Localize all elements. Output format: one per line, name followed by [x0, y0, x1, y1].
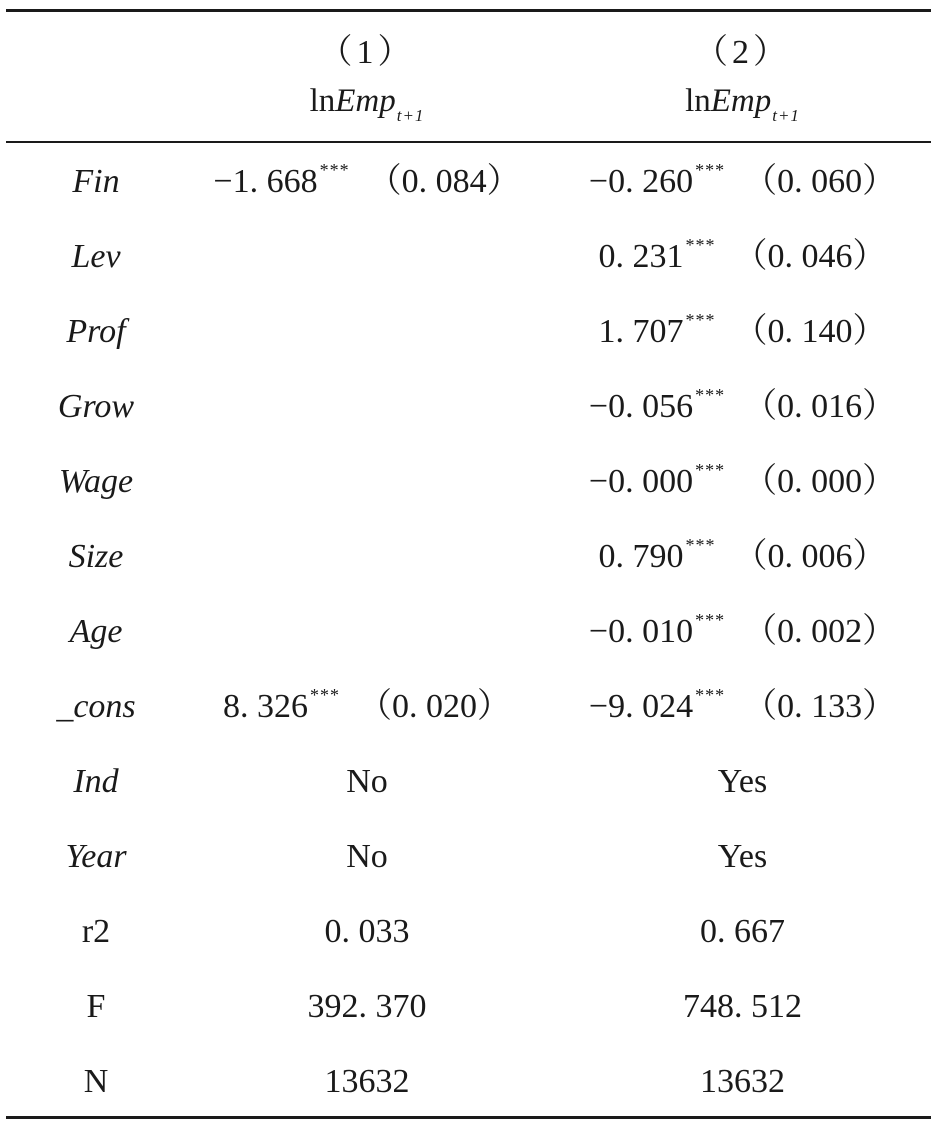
- column-2-cell: [555, 519, 930, 594]
- column-2-cell: [555, 144, 930, 219]
- table-row: [0, 369, 938, 444]
- column-1-variable: [182, 82, 552, 125]
- row-label: Age: [69, 613, 123, 650]
- column-2-cell: [555, 819, 930, 894]
- column-1-cell: [182, 594, 552, 669]
- col1-var-name: Emp: [335, 83, 396, 119]
- standard-error: （0. 020）: [358, 688, 511, 725]
- column-2-cell: [555, 594, 930, 669]
- column-2-cell: [555, 969, 930, 1044]
- column-1-cell: [182, 444, 552, 519]
- row-label: F: [86, 988, 106, 1025]
- column-2-cell: [555, 1044, 930, 1119]
- significance-stars: ***: [319, 160, 350, 180]
- table-row: [0, 519, 938, 594]
- table-row: [0, 294, 938, 369]
- coefficient: 8. 326: [223, 688, 308, 725]
- column-2-cell: [555, 369, 930, 444]
- column-1-cell: [182, 969, 552, 1044]
- table-row: [0, 969, 938, 1044]
- column-1-cell: [182, 144, 552, 219]
- coefficient: 0. 790: [598, 538, 684, 575]
- coefficient: −0. 010: [588, 613, 694, 650]
- column-2-cell: [555, 294, 930, 369]
- table-row: [0, 894, 938, 969]
- column-1-cell: [182, 519, 552, 594]
- coefficient: Yes: [717, 838, 768, 875]
- column-1-cell: [182, 219, 552, 294]
- standard-error: （0. 016）: [743, 388, 897, 425]
- column-2-cell: [555, 744, 930, 819]
- col2-var-name: Emp: [710, 83, 772, 119]
- standard-error: （0. 060）: [743, 163, 897, 200]
- table-row: [0, 669, 938, 744]
- column-2-cell: [555, 219, 930, 294]
- significance-stars: ***: [310, 685, 340, 705]
- coefficient: 13632: [324, 1063, 410, 1100]
- standard-error: （0. 002）: [743, 613, 897, 650]
- significance-stars: ***: [685, 235, 716, 255]
- column-1-cell: [182, 819, 552, 894]
- standard-error: （0. 140）: [733, 313, 887, 350]
- table-row: [0, 819, 938, 894]
- column-1-cell: [182, 744, 552, 819]
- table-row: [0, 1044, 938, 1119]
- coefficient: No: [346, 838, 388, 875]
- coefficient: −0. 000: [588, 463, 694, 500]
- significance-stars: ***: [685, 310, 716, 330]
- significance-stars: ***: [695, 685, 726, 705]
- column-2-variable: [555, 82, 930, 125]
- row-label: r2: [81, 913, 111, 950]
- column-2-cell: [555, 444, 930, 519]
- row-label: Grow: [57, 388, 135, 425]
- table-row: [0, 594, 938, 669]
- col2-var-prefix: ln: [685, 83, 711, 119]
- coefficient: Yes: [717, 763, 768, 800]
- column-1-cell: [182, 369, 552, 444]
- row-label: N: [83, 1063, 109, 1100]
- significance-stars: ***: [695, 460, 726, 480]
- coefficient: 13632: [700, 1063, 785, 1100]
- significance-stars: ***: [695, 385, 726, 405]
- coefficient: 0. 033: [324, 913, 410, 950]
- coefficient: 0. 231: [598, 238, 684, 275]
- row-label: Wage: [58, 463, 134, 500]
- standard-error: （0. 006）: [733, 538, 887, 575]
- row-label: Lev: [71, 238, 121, 275]
- coefficient: No: [346, 763, 388, 800]
- row-label: Year: [65, 838, 127, 875]
- row-label: Fin: [72, 163, 120, 200]
- standard-error: （0. 046）: [733, 238, 887, 275]
- coefficient: −9. 024: [588, 688, 694, 725]
- table-row: [0, 144, 938, 219]
- column-1-cell: [182, 669, 552, 744]
- col2-var-subscript: t+1: [772, 106, 800, 125]
- coefficient: −0. 056: [588, 388, 694, 425]
- column-2-number: （2）: [694, 34, 791, 71]
- table-row: [0, 444, 938, 519]
- coefficient: −1. 668: [213, 163, 318, 200]
- row-label: _cons: [56, 688, 136, 725]
- significance-stars: ***: [695, 610, 726, 630]
- coefficient: 392. 370: [307, 988, 427, 1025]
- table-row: [0, 219, 938, 294]
- table-top-rule: [6, 9, 931, 12]
- standard-error: （0. 000）: [743, 463, 897, 500]
- col1-var-subscript: t+1: [396, 106, 425, 125]
- row-label: Prof: [66, 313, 126, 350]
- table-bottom-rule: [6, 1116, 931, 1119]
- column-1-cell: [182, 294, 552, 369]
- column-2-cell: [555, 894, 930, 969]
- column-1-number: （1）: [318, 34, 416, 71]
- coefficient: 748. 512: [683, 988, 802, 1025]
- coefficient: 0. 667: [700, 913, 785, 950]
- significance-stars: ***: [685, 535, 716, 555]
- coefficient: 1. 707: [598, 313, 684, 350]
- column-2-cell: [555, 669, 930, 744]
- standard-error: （0. 133）: [743, 688, 897, 725]
- column-1-cell: [182, 894, 552, 969]
- row-label: Ind: [73, 763, 119, 800]
- standard-error: （0. 084）: [367, 163, 521, 200]
- column-1-cell: [182, 1044, 552, 1119]
- coefficient: −0. 260: [588, 163, 694, 200]
- col1-var-prefix: ln: [309, 83, 336, 119]
- table-row: [0, 744, 938, 819]
- row-label: Size: [68, 538, 124, 575]
- significance-stars: ***: [695, 160, 726, 180]
- table-header-rule: [6, 141, 931, 143]
